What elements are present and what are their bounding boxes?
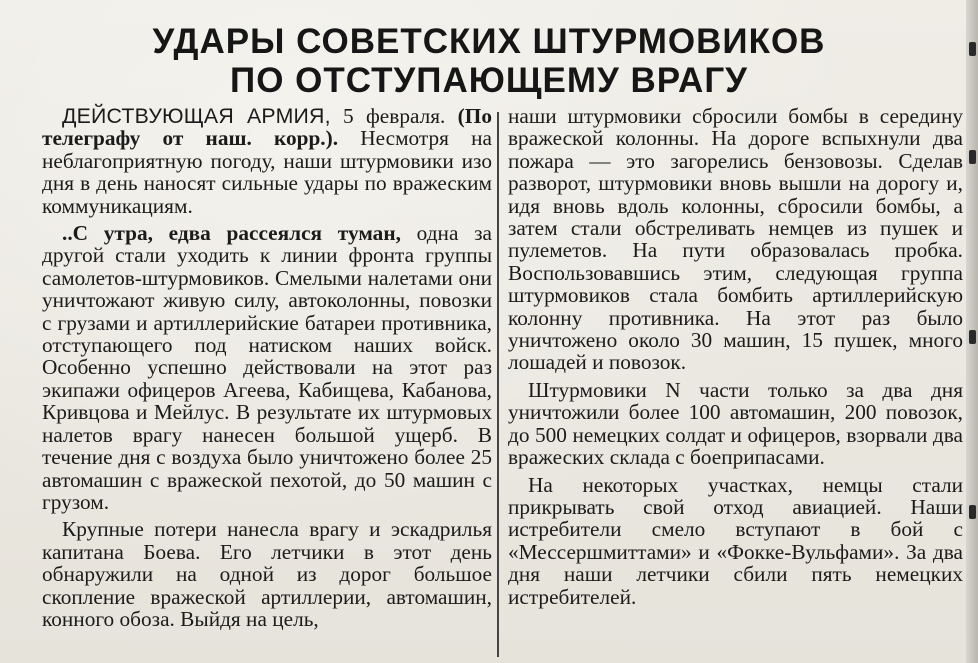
column-divider (497, 112, 499, 657)
article-paragraph-3-start: Крупные потери нанесла врагу и эскадрилья капитана Боева. Его летчики в этот день обнаружили на одной из дорог большое скопление вражеской артиллерии, автомашин, конного обоза. Выйдя на цель, (42, 517, 492, 631)
edge-mark (969, 505, 976, 519)
headline (0, 22, 978, 100)
article-column-left (42, 105, 492, 630)
edge-mark (969, 42, 976, 56)
intro-text: Несмотря на неблагоприятную погоду, наши штурмовики изо дня в день наносят сильные удары по вражеским коммуникациям. (42, 126, 492, 218)
article-column-right (508, 105, 963, 608)
dateline-date: 5 февраля. (343, 104, 446, 128)
paragraph-2-text: одна за другой стали уходить к линии фронта группы самолетов-штурмовиков. Смелыми налетами они уничтожают живую силу, автоколонны, повозки с грузами и артиллерийские батареи противника, отступающего под натиском наших войск. Особенно успешно действовали на этот раз экипажи офицеров Агеева, Кабищева, Кабанова, Кривцова и Мейлус. В результате их штурмовых налетов врагу нанесен большой ущерб. В течение дня с воздуха было уничтожено более 25 автомашин с вражеской пехотой, до 50 машин с грузом. (42, 221, 492, 514)
article-paragraph-2 (42, 222, 492, 513)
article-paragraph-5: На некоторых участках, немцы стали прикрывать свой отход авиацией. Наши истребители смело вступают в бой с «Мессершмиттами» и «Фокке-Вульфами». За два дня наши летчики сбили пять немецких истребителей. (508, 472, 963, 609)
article-paragraph-1 (42, 105, 492, 217)
edge-mark (969, 330, 976, 344)
page-edge (966, 0, 978, 663)
headline-line-1: УДАРЫ СОВЕТСКИХ ШТУРМОВИКОВ (152, 22, 826, 61)
paragraph-2-lead: ..С утра, едва рассеялся туман, (62, 221, 401, 246)
edge-mark (969, 150, 976, 164)
dateline: ДЕЙСТВУЮЩАЯ АРМИЯ, (62, 104, 331, 128)
article-paragraph-4: Штурмовики N части только за два дня уничтожили более 100 автомашин, 200 повозок, до 500 немецких солдат и офицеров, взорвали два вражеских склада с боеприпасами. (508, 377, 963, 470)
source-note: (По телеграфу от наш. корр.). (42, 104, 492, 151)
article-paragraph-3-continued: наши штурмовики сбросили бомбы в середину вражеской колонны. На дороге вспыхнули два пожара — это загорелись бензовозы. Сделав разворот, штурмовики вновь вышли на дорогу и, идя вновь вдоль колонны, сбросили бомбы, а затем стали обстреливать немцев из пушек и пулеметов. На пути образовалась пробка. Воспользовавшись этим, следующая группа штурмовиков стала бомбить артиллерийскую колонну противника. На этот раз было уничтожено около 30 машин, 15 пушек, много лошадей и повозок. (508, 104, 963, 375)
headline-line-2: ПО ОТСТУПАЮЩЕМУ ВРАГУ (230, 61, 748, 100)
